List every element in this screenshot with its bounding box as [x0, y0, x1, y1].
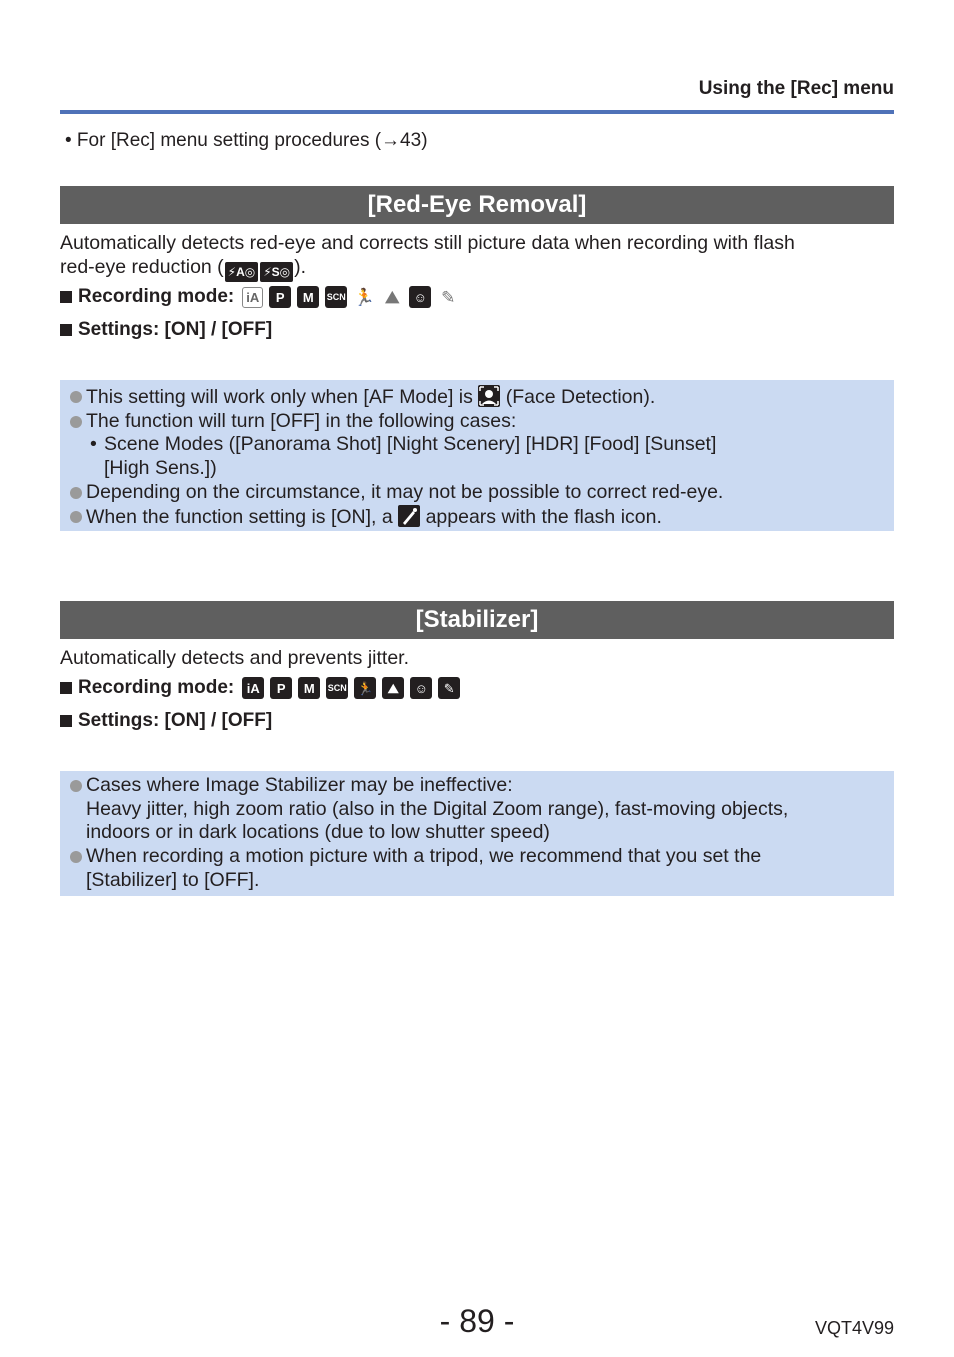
- bullet-dot-icon: [70, 780, 82, 792]
- recording-mode-icons: [242, 677, 460, 699]
- bullet-dot-icon: [70, 487, 82, 499]
- program-ae-icon: P: [270, 677, 292, 699]
- program-ae-icon: P: [269, 286, 291, 308]
- red-eye-notes: [60, 380, 894, 531]
- scene-mode-icon: SCN: [325, 286, 347, 308]
- sports-icon: 🏃: [354, 677, 376, 699]
- red-eye-description-line1: Automatically detects red-eye and corrects still picture data when recording with flash: [60, 232, 795, 254]
- red-eye-correction-icon: [398, 505, 420, 527]
- bullet-dot-icon: [70, 416, 82, 428]
- reference-note: • For [Rec] menu setting procedures (→43): [65, 130, 428, 151]
- note-item: The function will turn [OFF] in the following cases:: [60, 410, 894, 434]
- note-item: When the function setting is [ON], a appears with the flash icon.: [60, 505, 894, 530]
- scenery-icon: ⛰: [382, 677, 404, 699]
- manual-exposure-icon: M: [297, 286, 319, 308]
- header-rule: [60, 110, 894, 114]
- recording-mode-label: Recording mode:: [78, 286, 235, 307]
- creative-control-icon: ✎: [438, 677, 460, 699]
- intelligent-auto-icon: iA: [242, 677, 264, 699]
- intelligent-auto-icon: iA: [242, 287, 263, 308]
- face-detection-icon: [478, 385, 500, 407]
- stabilizer-recording-mode: [60, 676, 460, 700]
- creative-control-icon: ✎: [441, 287, 456, 307]
- page-number: - 89 -: [439, 1303, 515, 1339]
- scene-mode-icon: SCN: [326, 677, 348, 699]
- square-bullet-icon: [60, 324, 72, 336]
- header-title: Using the [Rec] menu: [698, 78, 894, 99]
- note-item: Cases where Image Stabilizer may be ineffective: Heavy jitter, high zoom ratio (also in the Digital Zoom range), fast-moving objects, indoors or in dark locations (due to low shutter speed): [60, 774, 894, 845]
- red-eye-description-line2: red-eye reduction ( ⚡A◎ ⚡S◎ ).: [60, 255, 890, 282]
- note-item: This setting will work only when [AF Mode] is (Face Detection).: [60, 385, 894, 410]
- manual-exposure-icon: M: [298, 677, 320, 699]
- portrait-icon: ☺: [409, 286, 431, 308]
- settings-label: Settings: [ON] / [OFF]: [78, 710, 273, 731]
- settings-label: Settings: [ON] / [OFF]: [78, 319, 273, 340]
- stabilizer-description: Automatically detects and prevents jitter.: [60, 647, 410, 669]
- sports-icon: 🏃: [353, 287, 375, 307]
- recording-mode-label: Recording mode:: [78, 677, 235, 698]
- document-code: VQT4V99: [814, 1318, 894, 1338]
- red-eye-description: [60, 231, 890, 282]
- red-eye-recording-mode: [60, 285, 459, 309]
- square-bullet-icon: [60, 715, 72, 727]
- square-bullet-icon: [60, 682, 72, 694]
- flash-auto-redeye-icon: ⚡A◎: [225, 262, 259, 282]
- stabilizer-notes: [60, 771, 894, 896]
- portrait-icon: ☺: [410, 677, 432, 699]
- scenery-icon: ⛰: [385, 287, 400, 307]
- note-item: When recording a motion picture with a tripod, we recommend that you set the [Stabilizer] to [OFF].: [60, 845, 894, 892]
- note-subitem: • Scene Modes ([Panorama Shot] [Night Scenery] [HDR] [Food] [Sunset] [High Sens.]): [90, 433, 717, 480]
- recording-mode-icons: [242, 286, 459, 308]
- red-eye-settings: [60, 318, 272, 342]
- bullet-dot-icon: [70, 391, 82, 403]
- stabilizer-settings: [60, 709, 272, 733]
- flash-slow-redeye-icon: ⚡S◎: [260, 262, 293, 282]
- section-heading-stabilizer: [Stabilizer]: [60, 601, 894, 639]
- bullet-dot-icon: [70, 851, 82, 863]
- square-bullet-icon: [60, 291, 72, 303]
- section-heading-red-eye-removal: [Red-Eye Removal]: [60, 186, 894, 224]
- bullet-dot-icon: [70, 511, 82, 523]
- note-item: Depending on the circumstance, it may not be possible to correct red-eye.: [60, 481, 894, 505]
